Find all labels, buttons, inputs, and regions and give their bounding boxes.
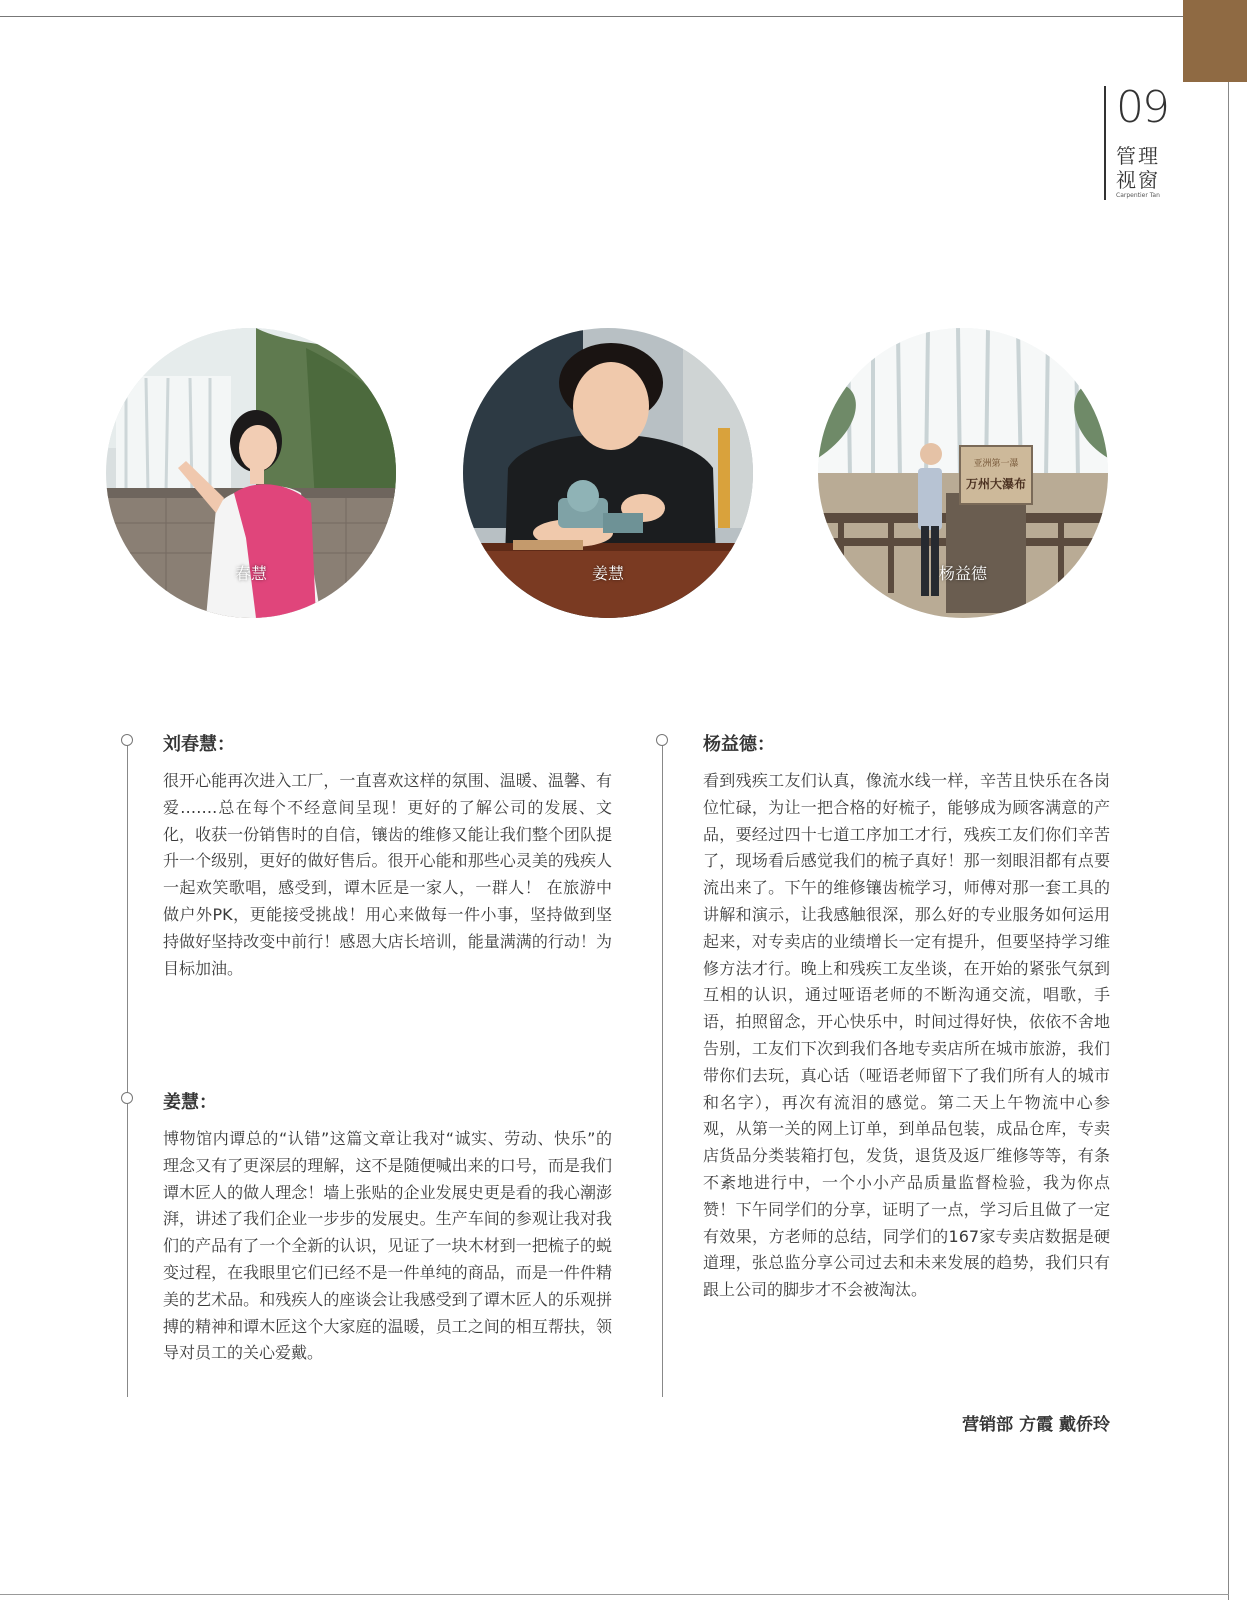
- page-header-mark: [1104, 82, 1184, 202]
- photo-caption: 春慧: [234, 564, 267, 583]
- right-margin-rule: [1228, 82, 1229, 1600]
- bottom-rule: [0, 1594, 1229, 1595]
- photo-yang-yide: [818, 328, 1108, 618]
- paragraph-liu-chunhui: 很开心能再次进入工厂，一直喜欢这样的氛围、温暖、温馨、有爱…….总在每个不经意间呈现！更好的了解公司的发展、文化，收获一份销售时的自信，镶齿的维修又能让我们整个团队提升一个级别，更好的做好售后。很开心能和那些心灵美的残疾人一起欢笑歌唱，感受到，谭木匠是一家人，一群人！ 在旅游中做户外PK，更能接受挑战！用心来做每一件小事，坚持做到坚持做好坚持改变中前行！感恩大店长培训，能量满满的行动！为目标加油。: [163, 771, 612, 978]
- heading-yang-yide: 杨益德：: [703, 734, 775, 755]
- timeline-dot: [121, 734, 133, 746]
- timeline-dot: [121, 1092, 133, 1104]
- header-divider: [1104, 86, 1106, 200]
- author-signature: 营销部 方霞 戴侨玲: [962, 1415, 1110, 1435]
- section-subtitle: Carpentier Tan: [1116, 192, 1160, 199]
- sign-line-2: 万州大瀑布: [965, 477, 1027, 491]
- photo-liu-chunhui: [106, 328, 396, 618]
- page-number: 09: [1116, 82, 1168, 133]
- timeline-dot: [656, 734, 668, 746]
- heading-jiang-hui: 姜慧：: [163, 1092, 217, 1113]
- heading-liu-chunhui: 刘春慧：: [163, 734, 235, 755]
- section-title: 管理视窗: [1116, 144, 1160, 192]
- photo-caption: 姜慧: [591, 564, 624, 583]
- top-rule: [0, 16, 1183, 17]
- photo-jiang-hui: [463, 328, 753, 618]
- right-timeline: [662, 744, 663, 1397]
- paragraph-jiang-hui: 博物馆内谭总的“认错”这篇文章让我对“诚实、劳动、快乐”的理念又有了更深层的理解，这不是随便喊出来的口号，而是我们谭木匠人的做人理念！墙上张贴的企业发展史更是看的我心潮澎湃，讲述了我们企业一步步的发展史。生产车间的参观让我对我们的产品有了一个全新的认识，见证了一块木材到一把梳子的蜕变过程，在我眼里它们已经不是一件单纯的商品，而是一件件精美的艺术品。和残疾人的座谈会让我感受到了谭木匠人的乐观拼搏的精神和谭木匠这个大家庭的温暖，员工之间的相互帮扶，领导对员工的关心爱戴。: [163, 1129, 612, 1363]
- corner-color-tab: [1183, 0, 1247, 82]
- sign-line-1: 亚洲第一瀑: [973, 459, 1019, 469]
- left-timeline: [127, 744, 128, 1397]
- paragraph-yang-yide: 看到残疾工友们认真，像流水线一样，辛苦且快乐在各岗位忙碌，为让一把合格的好梳子，能够成为顾客满意的产品，要经过四十七道工序加工才行，残疾工友们你们辛苦了，现场看后感觉我们的梳子真好！那一刻眼泪都有点要流出来了。下午的维修镶齿梳学习，师傅对那一套工具的讲解和演示，让我感触很深，那么好的专业服务如何运用起来，对专卖店的业绩增长一定有提升，但要坚持学习维修方法才行。晚上和残疾工友坐谈，在开始的紧张气氛到互相的认识，通过哑语老师的不断沟通交流，唱歌，手语，拍照留念，开心快乐中，时间过得好快，依依不舍地告别，工友们下次到我们各地专卖店所在城市旅游，我们带你们去玩，真心话（哑语老师留下了我们所有人的城市和名字），再次有流泪的感觉。第二天上午物流中心参观，从第一关的网上订单，到单品包装，成品仓库，专卖店货品分类装箱打包，发货，退货及返厂维修等等，有条不紊地进行中，一个小小产品质量监督检验，我为你点赞！下午同学们的分享，证明了一点，学习后且做了一定有效果，方老师的总结，同学们的167家专卖店数据是硬道理，张总监分享公司过去和未来发展的趋势，我们只有跟上公司的脚步才不会被淘汰。: [703, 771, 1110, 1300]
- photo-caption: 杨益德: [938, 564, 987, 583]
